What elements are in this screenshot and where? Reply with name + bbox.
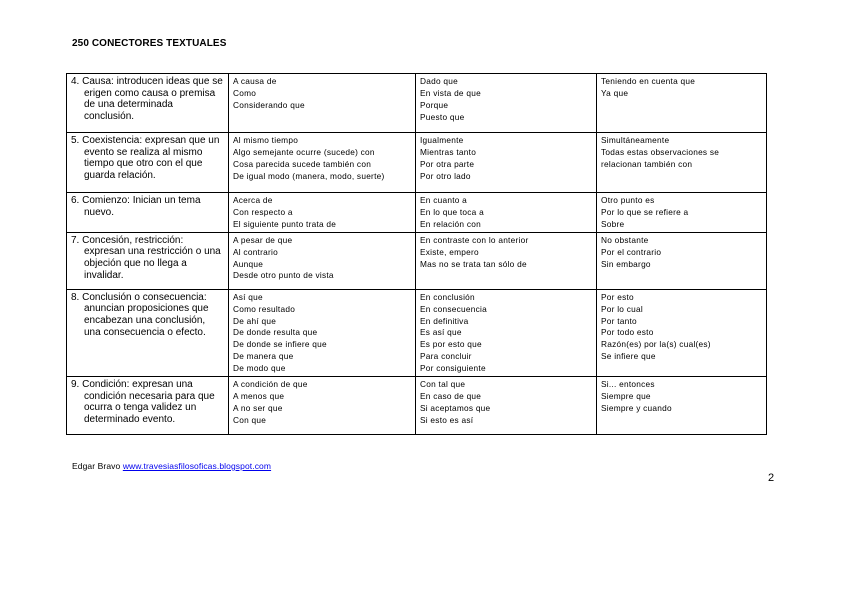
connector-item: En lo que toca a: [420, 206, 484, 217]
connector-item: De donde se infiere que: [233, 339, 327, 350]
connector-item: Igualmente: [420, 135, 464, 145]
connector-list: [597, 74, 767, 133]
connector-item: De modo que: [233, 363, 286, 374]
connector-list: [416, 289, 597, 376]
connector-list: [597, 377, 767, 435]
footer: [72, 461, 271, 471]
page-number: 2: [768, 472, 775, 484]
connector-item: Otro punto es: [601, 195, 655, 205]
connector-item: Aunque: [233, 258, 264, 269]
table-row: [67, 133, 767, 193]
connector-item: Es así que: [420, 327, 462, 338]
connector-list: [416, 377, 597, 435]
connector-item: Al contrario: [233, 246, 278, 257]
connector-item: Todas estas observaciones se relacionan también con: [601, 146, 720, 169]
connector-item: Como resultado: [233, 303, 296, 314]
connector-list: [597, 193, 767, 233]
connector-item: Para concluir: [420, 351, 472, 362]
connector-item: En consecuencia: [420, 303, 487, 314]
connector-item: En relación con: [420, 218, 481, 229]
connector-item: Con respecto a: [233, 206, 293, 217]
connector-item: A condición de que: [233, 379, 308, 390]
connector-item: Acerca de: [233, 195, 273, 205]
category-cell: 5. Coexistencia: expresan que un evento se realiza al mismo tiempo que otro con el que guarda relación.: [67, 133, 229, 193]
connector-item: En vista de que: [420, 87, 481, 98]
connector-item: A menos que: [233, 390, 285, 401]
table-row: [67, 193, 767, 233]
connector-item: Si... entonces: [601, 379, 655, 390]
connector-item: No obstante: [601, 234, 649, 245]
connector-item: Sin embargo: [601, 258, 651, 269]
connector-item: De donde resulta que: [233, 327, 318, 338]
connector-item: En caso de que: [420, 390, 482, 401]
connector-item: Teniendo en cuenta que: [601, 76, 696, 86]
connector-item: A pesar de que: [233, 234, 293, 245]
connector-list: [597, 133, 767, 193]
category-cell: 7. Concesión, restricción: expresan una restricción o una objeción que no llega a invalidar.: [67, 232, 229, 289]
connector-item: Si aceptamos que: [420, 402, 491, 413]
table-row: [67, 74, 767, 133]
connector-item: Sobre: [601, 218, 625, 229]
connector-item: Con que: [233, 414, 267, 425]
connector-item: Por lo cual: [601, 303, 643, 314]
connector-item: Por tanto: [601, 315, 637, 326]
connector-list: [229, 74, 416, 133]
connector-item: En contraste con lo anterior: [420, 234, 529, 245]
table-row: [67, 289, 767, 376]
connector-list: [229, 289, 416, 376]
connector-item: Por otro lado: [420, 170, 471, 181]
connector-item: Simultáneamente: [601, 135, 670, 145]
connector-item: Existe, empero: [420, 246, 479, 257]
footer-link[interactable]: www.travesiasfilosoficas.blogspot.com: [122, 461, 272, 471]
connector-item: En conclusión: [420, 291, 475, 302]
connector-item: De manera que: [233, 351, 294, 362]
connector-item: Por todo esto: [601, 327, 654, 338]
connector-item: Con tal que: [420, 379, 466, 390]
connector-item: De ahí que: [233, 315, 277, 326]
connector-item: Desde otro punto de vista: [233, 270, 334, 281]
connector-list: [416, 193, 597, 233]
category-cell: 9. Condición: expresan una condición necesaria para que ocurra o tenga validez un determinado evento.: [67, 377, 229, 435]
connector-item: Es por esto que: [420, 339, 482, 350]
connector-item: Cosa parecida sucede también con: [233, 158, 372, 169]
connector-item: Siempre y cuando: [601, 402, 672, 413]
connector-item: En definitiva: [420, 315, 469, 326]
connector-item: Como: [233, 87, 257, 98]
connector-item: Razón(es) por la(s) cual(es): [601, 339, 711, 350]
footer-author: Edgar Bravo: [72, 461, 123, 471]
connector-item: Por el contrario: [601, 246, 662, 257]
connector-item: Algo semejante ocurre (sucede) con: [233, 146, 375, 157]
document-title: 250 CONECTORES TEXTUALES: [72, 38, 227, 49]
connector-item: Puesto que: [420, 111, 465, 122]
category-cell: 4. Causa: introducen ideas que se erigen como causa o premisa de una determinada conclusión.: [67, 74, 229, 133]
connectors-table: [66, 73, 767, 435]
category-cell: 8. Conclusión o consecuencia: anuncian proposiciones que encabezan una conclusión, una consecuencia o efecto.: [67, 289, 229, 376]
connector-list: [229, 133, 416, 193]
connector-item: Si esto es así: [420, 414, 474, 425]
connector-item: Mientras tanto: [420, 146, 477, 157]
connector-item: Por esto: [601, 291, 634, 302]
connector-item: Por otra parte: [420, 158, 475, 169]
connector-item: Dado que: [420, 76, 458, 86]
connector-list: [416, 232, 597, 289]
connector-item: A causa de: [233, 76, 277, 86]
connector-item: En cuanto a: [420, 195, 468, 205]
table-row: [67, 377, 767, 435]
connector-item: El siguiente punto trata de: [233, 218, 337, 229]
connector-item: Por consiguiente: [420, 363, 486, 374]
connector-item: Al mismo tiempo: [233, 135, 299, 145]
connector-list: [229, 377, 416, 435]
connector-item: Porque: [420, 99, 449, 110]
connector-item: De igual modo (manera, modo, suerte): [233, 170, 385, 181]
connector-item: Mas no se trata tan sólo de: [420, 258, 527, 269]
connector-item: Se infiere que: [601, 351, 656, 362]
connector-list: [597, 232, 767, 289]
table-row: [67, 232, 767, 289]
connector-list: [416, 133, 597, 193]
connector-item: A no ser que: [233, 402, 283, 413]
category-cell: 6. Comienzo: Inician un tema nuevo.: [67, 193, 229, 233]
connector-list: [416, 74, 597, 133]
connector-item: Así que: [233, 291, 263, 302]
connector-item: Siempre que: [601, 390, 651, 401]
connector-item: Ya que: [601, 87, 629, 98]
connector-item: Considerando que: [233, 99, 305, 110]
connector-item: Por lo que se refiere a: [601, 206, 689, 217]
connector-list: [229, 232, 416, 289]
connector-list: [597, 289, 767, 376]
connector-list: [229, 193, 416, 233]
